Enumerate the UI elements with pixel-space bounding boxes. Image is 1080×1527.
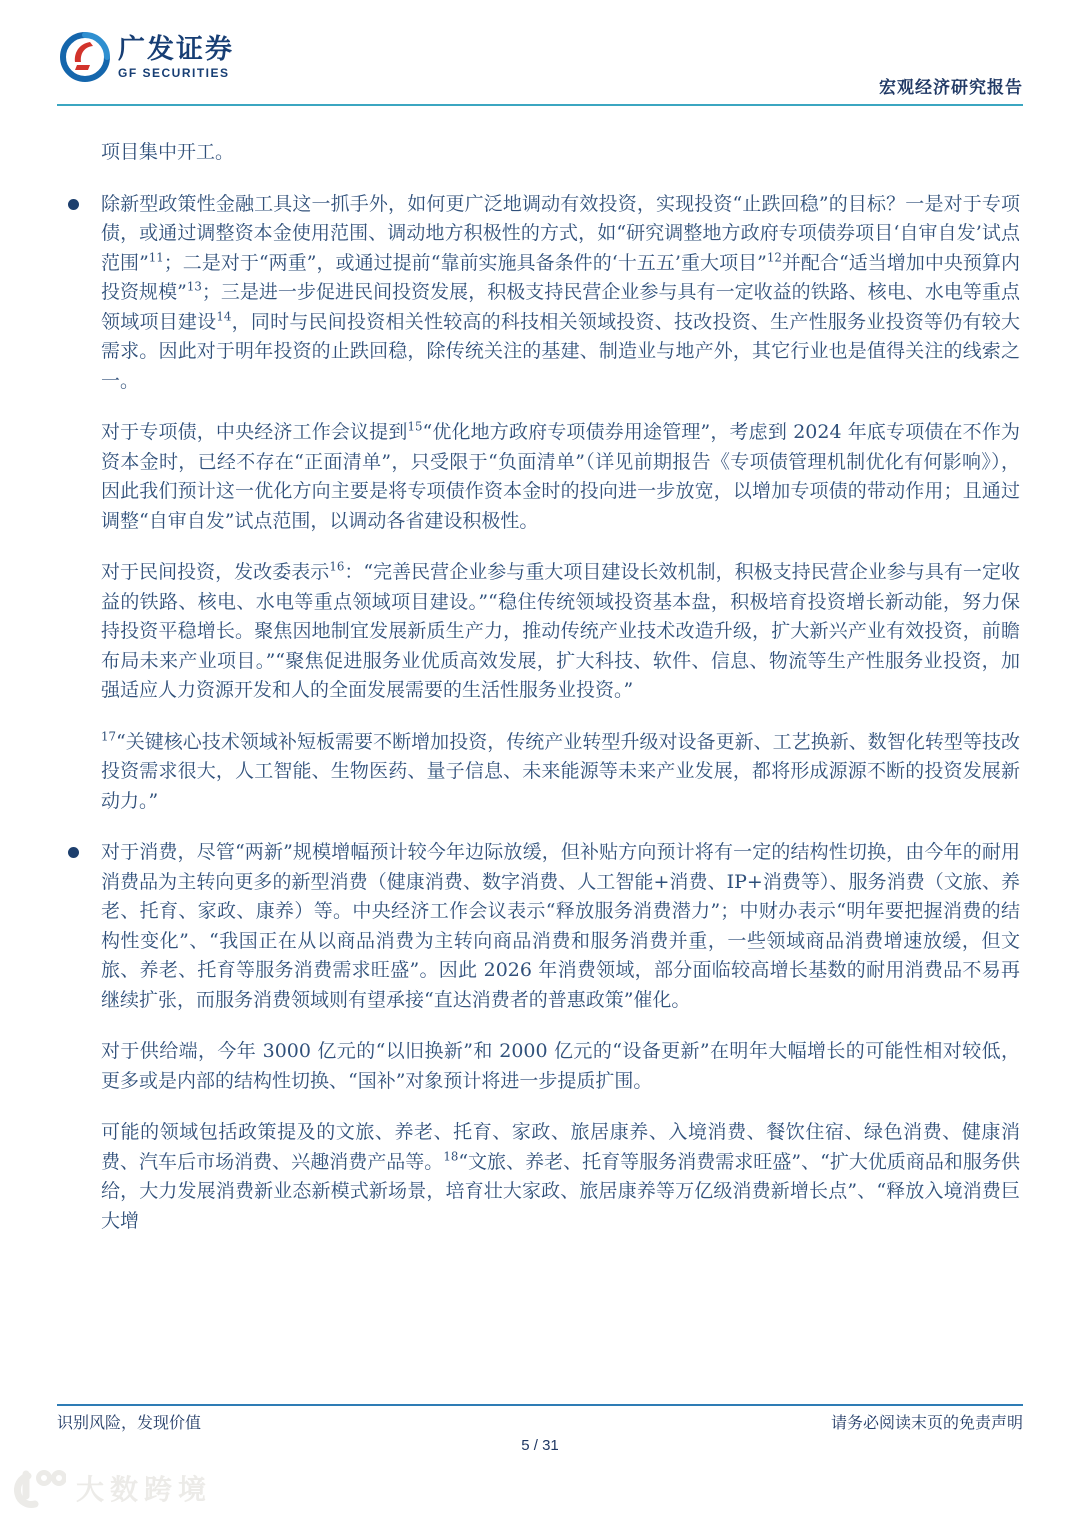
paragraph-special-bonds: 对于专项债，中央经济工作会议提到$^{15}$“优化地方政府专项债券用途管理”，考虑到 2024 年底专项债在不作为资本金时，已经不存在“正面清单”，只受限于“负面清单”（详见前期报告《专项债管理机制优化有何影响》），因此我们预计这一优化方向主要是将专项债作资本金时的投向进一步放宽，以增加专项债的带动作用；且通过调整“自审自发”试点范围，以调动各省建设积极性。 bbox=[101, 419, 1020, 532]
header-divider bbox=[57, 104, 1023, 106]
bullet-item-consumption bbox=[101, 838, 1020, 1015]
report-type-label: 宏观经济研究报告 bbox=[879, 78, 1023, 97]
footer-divider bbox=[57, 1404, 1023, 1406]
watermark-logo-icon bbox=[14, 1466, 66, 1510]
gf-securities-logo bbox=[60, 32, 234, 82]
paragraph-continuation: 项目集中开工。 bbox=[101, 141, 235, 163]
brand-name-en: GF SECURITIES bbox=[118, 65, 230, 80]
paragraph-private-investment: 对于民间投资，发改委表示$^{16}$：“完善民营企业参与重大项目建设长效机制，积极支持民营企业参与具有一定收益的铁路、核电、水电等重点领域项目建设。”“稳住传统领域投资基本盘，积极培育投资增长新动能，努力保持投资平稳增长。聚焦因地制宜发展新质生产力，推动传统产业技术改造升级，扩大新兴产业有效投资，前瞻布局未来产业项目。”“聚焦促进服务业优质高效发展，扩大科技、软件、信息、物流等生产性服务业投资，加强适应人力资源开发和人的全面发展需要的生活性服务业投资。” bbox=[101, 559, 1020, 701]
page-header bbox=[57, 30, 1023, 104]
bullet-icon bbox=[68, 199, 79, 210]
bullet-icon bbox=[68, 847, 79, 858]
page-number: 5 / 31 bbox=[521, 1437, 559, 1454]
watermark-text: 大数跨境 bbox=[76, 1474, 213, 1505]
gf-logo-icon bbox=[60, 32, 110, 82]
paragraph-supply-side: 对于供给端，今年 3000 亿元的“以旧换新”和 2000 亿元的“设备更新”在明年大幅增长的可能性相对较低，更多或是内部的结构性切换、“国补”对象预计将进一步提质扩围。 bbox=[101, 1040, 1020, 1092]
report-body bbox=[101, 138, 1020, 1258]
bullet-item-investment bbox=[101, 190, 1020, 397]
footer-disclaimer: 请务必阅读末页的免责声明 bbox=[830, 1415, 1023, 1432]
paragraph-footnote17-quote: $^{17}$“关键核心技术领域补短板需要不断增加投资，传统产业转型升级对设备更新、工艺换新、数智化转型等技改投资需求很大，人工智能、生物医药、量子信息、未来能源等未来产业发展，都将形成源源不断的投资发展新动力。” bbox=[101, 729, 1020, 812]
footer bbox=[57, 1410, 1023, 1433]
watermark bbox=[14, 1466, 212, 1510]
brand-name-cn: 广发证券 bbox=[118, 33, 234, 64]
paragraph-possible-areas: 可能的领域包括政策提及的文旅、养老、托育、家政、旅居康养、入境消费、餐饮住宿、绿色消费、健康消费、汽车后市场消费、兴趣消费产品等。$^{18}$“文旅、养老、托育等服务消费需求旺盛”、“扩大优质商品和服务供给，大力发展消费新业态新模式新场景，培育壮大家政、旅居康养等万亿级消费新增长点”、“释放入境消费巨大增 bbox=[101, 1121, 1020, 1232]
brand-text bbox=[118, 33, 234, 80]
bullet-paragraph: 除新型政策性金融工具这一抓手外，如何更广泛地调动有效投资，实现投资“止跌回稳”的目标？一是对于专项债，或通过调整资本金使用范围、调动地方积极性的方式，如“研究调整地方政府专项债券项目‘自审自发’试点范围”$^{11}$；二是对于“两重”，或通过提前“靠前实施具备条件的‘十五五’重大项目”$^{12}$并配合“适当增加中央预算内投资规模”$^{13}$；三是进一步促进民间投资发展，积极支持民营企业参与具有一定收益的铁路、核电、水电等重点领域项目建设$^{14}$，同时与民间投资相关性较高的科技相关领域投资、技改投资、生产性服务业投资等仍有较大需求。因此对于明年投资的止跌回稳，除传统关注的基建、制造业与地产外，其它行业也是值得关注的线索之一。 bbox=[101, 192, 1020, 392]
footer-slogan: 识别风险，发现价值 bbox=[57, 1415, 202, 1432]
bullet-paragraph: 对于消费，尽管“两新”规模增幅预计较今年边际放缓，但补贴方向预计将有一定的结构性切换，由今年的耐用消费品为主转向更多的新型消费（健康消费、数字消费、人工智能+消费、IP+消费等）、服务消费（文旅、养老、托育、家政、康养）等。中央经济工作会议表示“释放服务消费潜力”；中财办表示“明年要把握消费的结构性变化”、“我国正在从以商品消费为主转向商品消费和服务消费并重，一些领域商品消费增速放缓，但文旅、养老、托育等服务消费需求旺盛”。因此 2026 年消费领域，部分面临较高增长基数的耐用消费品不易再继续扩张，而服务消费领域则有望承接“直达消费者的普惠政策”催化。 bbox=[101, 841, 1020, 1011]
